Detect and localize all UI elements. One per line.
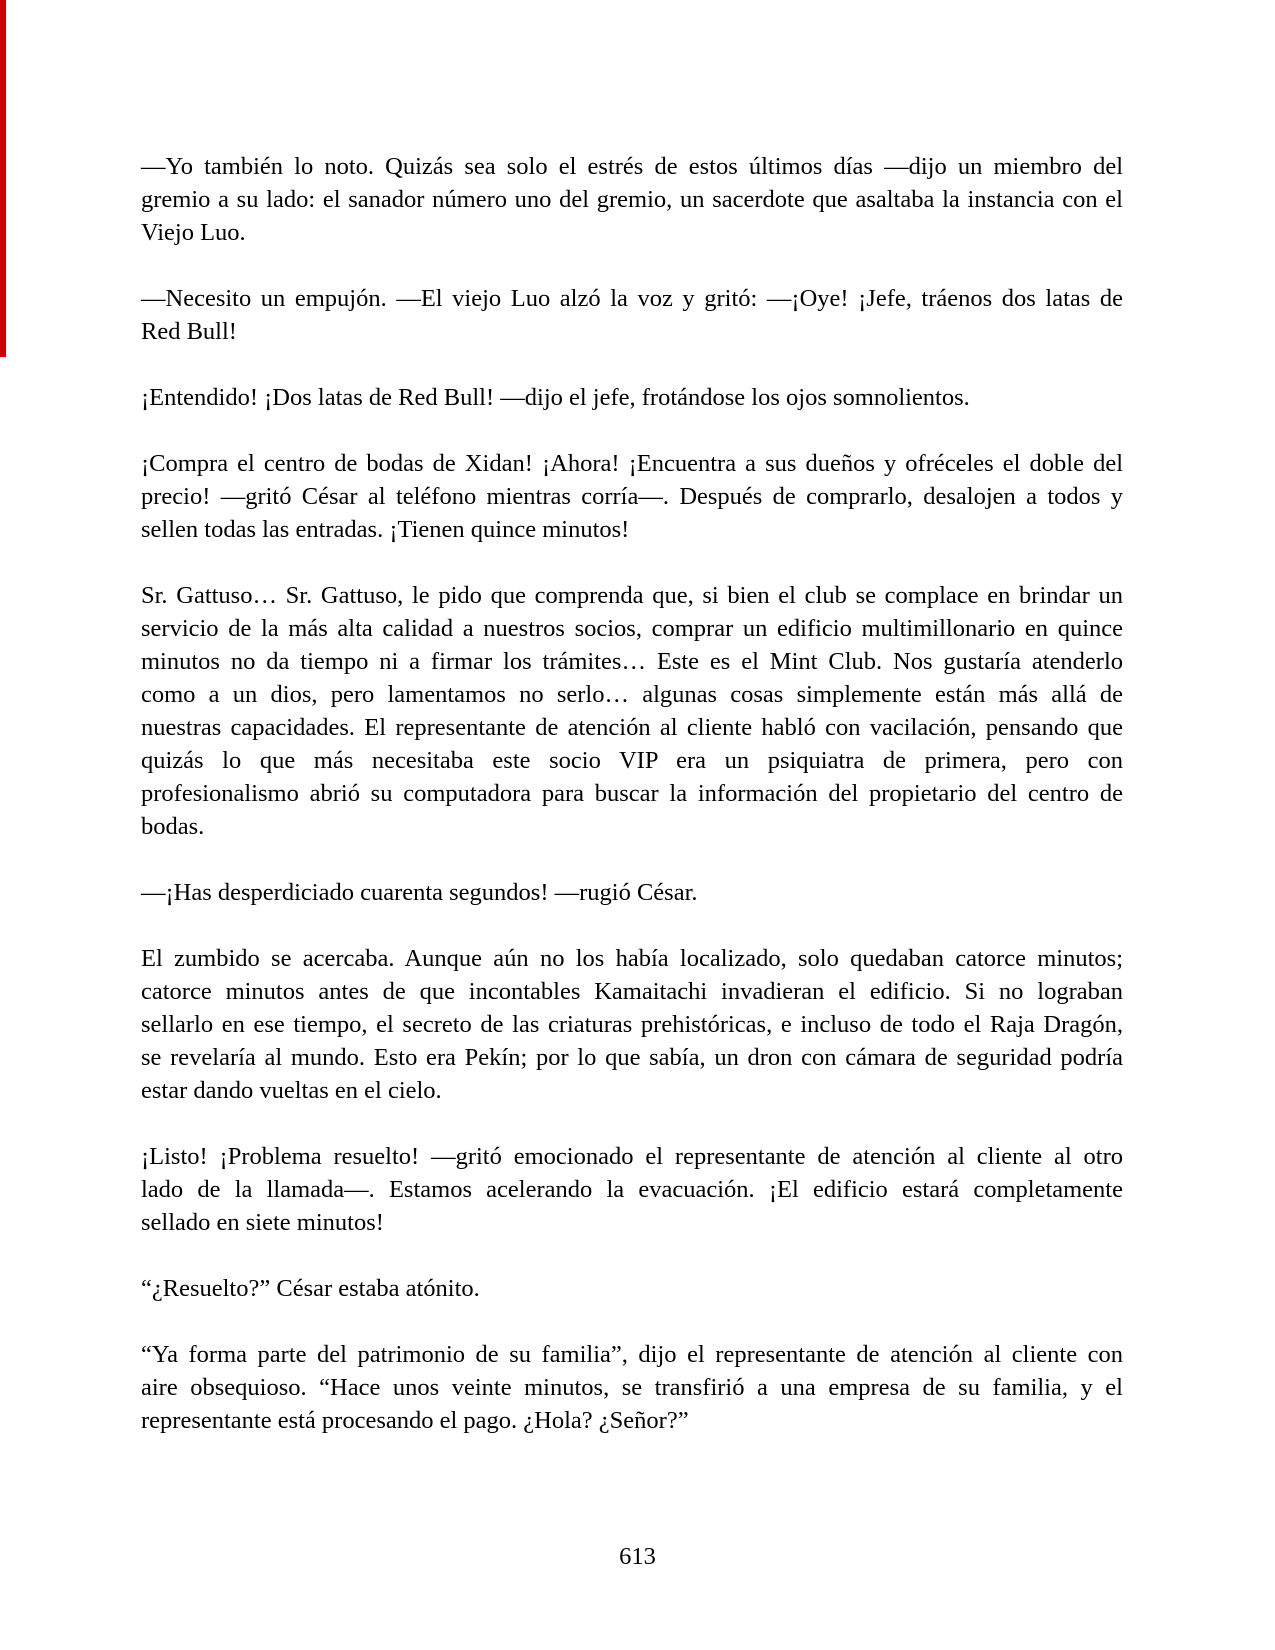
text-line: quizás lo que más necesitaba este socio VIP era un psiquiatra de primera, pero con [141,747,1123,774]
text-line: estar dando vueltas en el cielo. [141,1077,442,1104]
text-line: “¿Resuelto?” César estaba atónito. [141,1275,480,1302]
text-line: catorce minutos antes de que incontables Kamaitachi invadieran el edificio. Si no lograban [141,978,1123,1005]
text-line: representante está procesando el pago. ¿Hola? ¿Señor?” [141,1407,689,1434]
text-line: Red Bull! [141,318,237,345]
paragraph [141,876,1123,909]
text-line: El zumbido se acercaba. Aunque aún no los había localizado, solo quedaban catorce minutos; [141,945,1123,972]
text-line: sellen todas las entradas. ¡Tienen quince minutos! [141,516,630,543]
text-line: servicio de la más alta calidad a nuestros socios, comprar un edificio multimillonario en quince [141,615,1123,642]
text-body [141,150,1123,1437]
paragraph [141,942,1123,1107]
text-line: nuestras capacidades. El representante de atención al cliente habló con vacilación, pensando que [141,714,1123,741]
text-line: ¡Listo! ¡Problema resuelto! —gritó emocionado el representante de atención al cliente al otro [141,1143,1123,1170]
text-line: sellado en siete minutos! [141,1209,384,1236]
paragraph [141,447,1123,546]
paragraph [141,150,1123,249]
text-line: precio! —gritó César al teléfono mientras corría—. Después de comprarlo, desalojen a todos y [141,483,1123,510]
text-line: aire obsequioso. “Hace unos veinte minutos, se transfirió a una empresa de su familia, y el [141,1374,1123,1401]
page-number: 613 [619,1543,656,1570]
text-line: gremio a su lado: el sanador número uno del gremio, un sacerdote que asaltaba la instancia con el [141,186,1123,213]
paragraph [141,1338,1123,1437]
text-line: bodas. [141,813,205,840]
text-line: Viejo Luo. [141,219,246,246]
paragraph [141,381,1123,414]
text-line: Sr. Gattuso… Sr. Gattuso, le pido que comprenda que, si bien el club se complace en brindar un [141,582,1123,609]
paragraph [141,1272,1123,1305]
text-line: —¡Has desperdiciado cuarenta segundos! —rugió César. [141,879,698,906]
left-edge-marker [0,0,6,357]
text-line: ¡Compra el centro de bodas de Xidan! ¡Ahora! ¡Encuentra a sus dueños y ofréceles el doble del [141,450,1123,477]
text-line: lado de la llamada—. Estamos acelerando la evacuación. ¡El edificio estará completamente [141,1176,1123,1203]
paragraph [141,579,1123,843]
text-line: como a un dios, pero lamentamos no serlo… algunas cosas simplemente están más allá de [141,681,1123,708]
text-line: —Necesito un empujón. —El viejo Luo alzó la voz y gritó: —¡Oye! ¡Jefe, tráenos dos latas de [141,285,1123,312]
text-line: profesionalismo abrió su computadora para buscar la información del propietario del centro de [141,780,1123,807]
text-line: sellarlo en ese tiempo, el secreto de las criaturas prehistóricas, e incluso de todo el Raja Dragón, [141,1011,1123,1038]
text-line: se revelaría al mundo. Esto era Pekín; por lo que sabía, un dron con cámara de seguridad podría [141,1044,1123,1071]
text-line: —Yo también lo noto. Quizás sea solo el estrés de estos últimos días —dijo un miembro del [141,153,1123,180]
text-line: minutos no da tiempo ni a firmar los trámites… Este es el Mint Club. Nos gustaría atenderlo [141,648,1123,675]
text-line: “Ya forma parte del patrimonio de su familia”, dijo el representante de atención al cliente con [141,1341,1123,1368]
paragraph [141,282,1123,348]
text-line: ¡Entendido! ¡Dos latas de Red Bull! —dijo el jefe, frotándose los ojos somnolientos. [141,384,970,411]
paragraph [141,1140,1123,1239]
